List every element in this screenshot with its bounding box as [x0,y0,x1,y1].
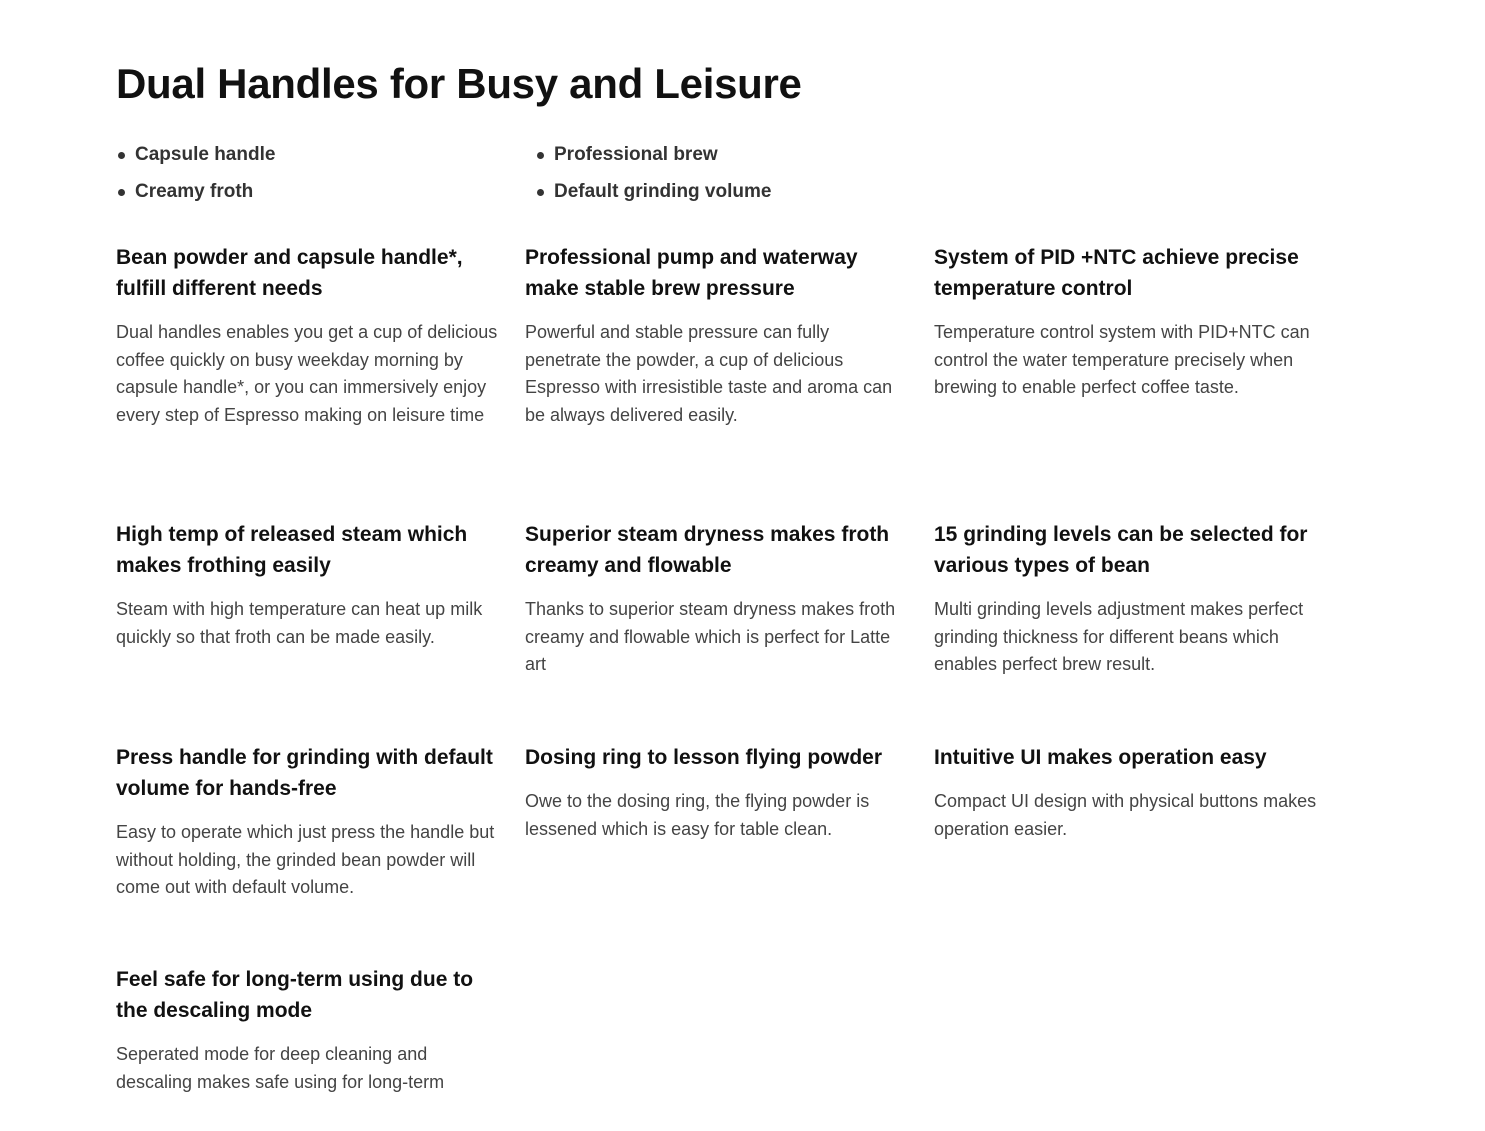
section-title: Dual Handles for Busy and Leisure [116,60,802,107]
feature-title: Press handle for grinding with default volume for hands-free [116,746,493,800]
highlight-column-right [535,142,771,216]
highlight-column-left [116,142,275,216]
feature-title: Feel safe for long-term using due to the descaling mode [116,968,474,1022]
feature-title: Intuitive UI makes operation easy [934,746,1267,769]
feature-title: Bean powder and capsule handle*, fulfill different needs [116,246,463,300]
feature-card [525,519,910,679]
highlight-label: Capsule handle [135,144,276,165]
feature-card [116,742,501,902]
feature-description: Powerful and stable pressure can fully penetrate the powder, a cup of delicious Espresso with irresistible taste and aroma can be always delivered easily. [525,322,893,425]
highlight-item [116,142,275,179]
feature-description: Multi grinding levels adjustment makes perfect grinding thickness for different beans which enables perfect brew result. [934,599,1304,674]
highlight-label: Default grinding volume [554,181,772,202]
highlight-item [535,179,771,216]
feature-title: 15 grinding levels can be selected for various types of bean [934,523,1308,577]
highlight-label: Professional brew [554,144,718,165]
feature-card [934,242,1319,402]
feature-card [116,242,501,429]
feature-description: Steam with high temperature can heat up milk quickly so that froth can be made easily. [116,599,483,647]
feature-description: Easy to operate which just press the handle but without holding, the grinded bean powder will come out with default volume. [116,822,495,897]
bullet-dot-icon [118,152,125,159]
feature-title: High temp of released steam which makes frothing easily [116,523,468,577]
feature-description: Temperature control system with PID+NTC can control the water temperature precisely when brewing to enable perfect coffee taste. [934,322,1310,397]
feature-title: Professional pump and waterway make stable brew pressure [525,246,858,300]
feature-description: Owe to the dosing ring, the flying powder is lessened which is easy for table clean. [525,791,870,839]
feature-title: System of PID +NTC achieve precise temperature control [934,246,1299,300]
feature-description: Dual handles enables you get a cup of delicious coffee quickly on busy weekday morning by capsule handle*, or you can immersively enjoy every step of Espresso making on leisure time [116,322,498,425]
feature-card [525,742,910,843]
bullet-dot-icon [537,152,544,159]
bullet-dot-icon [537,189,544,196]
feature-description: Thanks to superior steam dryness makes froth creamy and flowable which is perfect for Latte art [525,599,896,674]
feature-description: Seperated mode for deep cleaning and descaling makes safe using for long-term [116,1044,445,1092]
highlight-item [535,142,771,179]
feature-description: Compact UI design with physical buttons makes operation easier. [934,791,1317,839]
feature-title: Superior steam dryness makes froth creamy and flowable [525,523,890,577]
feature-card [116,519,501,651]
feature-card [934,742,1319,843]
feature-card [525,242,910,429]
feature-card [934,519,1319,679]
highlight-item [116,179,275,216]
feature-card [116,964,501,1096]
highlight-label: Creamy froth [135,181,254,202]
bullet-dot-icon [118,189,125,196]
feature-title: Dosing ring to lesson flying powder [525,746,883,769]
